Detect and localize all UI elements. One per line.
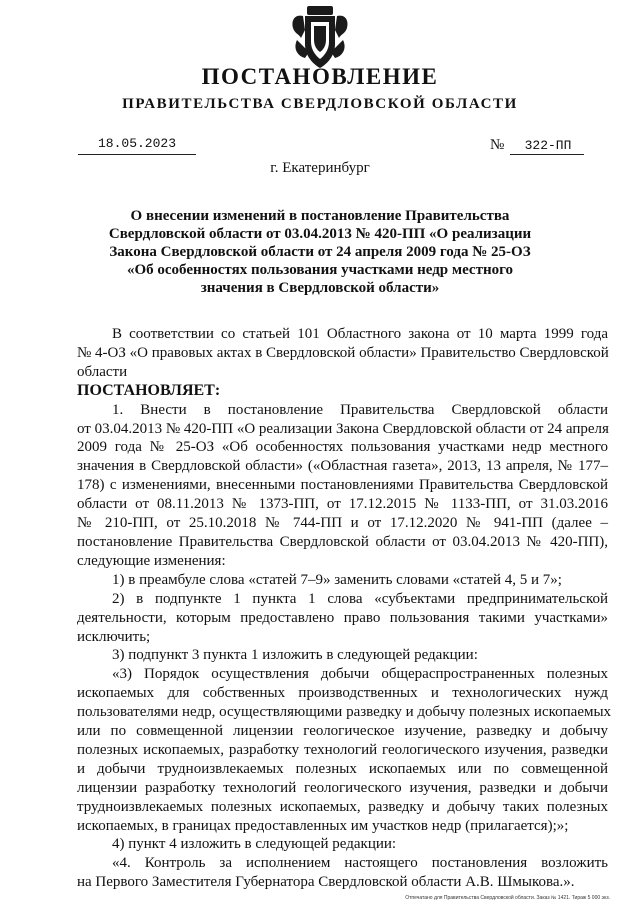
item1-line: постановление Правительства Свердловской области от 03.04.2013 № 420-ПП), — [77, 533, 608, 550]
preamble-line: области — [77, 363, 128, 380]
quote-3-line: полезных ископаемых, разработку технологий геологического изучения, разведки — [77, 741, 608, 758]
number-underline — [510, 154, 584, 155]
preamble-line: № 4-ОЗ «О правовых актах в Свердловской области» Правительство Свердловской — [77, 344, 609, 361]
item1-line: от 03.04.2013 № 420-ПП «О реализации Закона Свердловской области от 24 апреля — [77, 420, 609, 437]
date-underline — [78, 154, 196, 155]
document-city: г. Екатеринбург — [270, 160, 370, 176]
heading-line: Закона Свердловской области от 24 апреля 2009 года № 25-ОЗ — [109, 244, 531, 260]
subitem-4: 4) пункт 4 изложить в следующей редакции: — [112, 836, 397, 853]
print-footer: Отпечатано для Правительства Свердловской области. Заказ № 1421. Тираж 5 000 экз. — [405, 895, 610, 901]
document-heading — [100, 207, 540, 297]
subitem-3: 3) подпункт 3 пункта 1 изложить в следующей редакции: — [112, 647, 478, 664]
quote-3-line: трудноизвлекаемых полезных ископаемых, разведку и добычу таких полезных — [77, 798, 608, 815]
document-date: 18.05.2023 — [97, 136, 176, 151]
quote-3-line: и добычи трудноизвлекаемых полезных ископаемых или по совмещенной — [77, 760, 608, 777]
document-body — [77, 325, 612, 892]
document-number: 322-ПП — [524, 138, 572, 153]
item1-line: области от 08.11.2013 № 1373-ПП, от 17.12.2015 № 1133-ПП, от 31.03.2016 — [77, 496, 608, 513]
subitem-2-line: деятельности, которым предоставлено право пользования такими участками» — [77, 609, 608, 626]
item1-line: 1. Внести в постановление Правительства Свердловской области — [112, 401, 608, 418]
resolves-label: ПОСТАНОВЛЯЕТ: — [77, 381, 221, 399]
subitem-2-line: 2) в подпункте 1 пункта 1 слова «субъектами предпринимательской — [112, 590, 608, 607]
quote-3-line: «3) Порядок осуществления добычи общераспространенных полезных — [112, 666, 608, 683]
preamble-line: В соответствии со статьей 101 Областного закона от 10 марта 1999 года — [112, 326, 608, 342]
item1-line: 178) с изменениями, внесенными постановлениями Правительства Свердловской — [77, 477, 608, 494]
quote-3-line: лицензии разработку технологий геологического изучения, разведки и добычи — [77, 779, 608, 796]
subitem-2-line: исключить; — [77, 628, 151, 645]
item1-line: 2009 года № 25-ОЗ «Об особенностях пользования участками недр местного — [77, 439, 608, 456]
number-sign: № — [490, 137, 505, 153]
document-subtitle: ПРАВИТЕЛЬСТВА СВЕРДЛОВСКОЙ ОБЛАСТИ — [122, 96, 518, 112]
coat-of-arms-emblem — [289, 4, 351, 72]
item1-line: № 210-ПП, от 25.10.2018 № 744-ПП и от 17.12.2020 № 941-ПП (далее – — [77, 515, 608, 532]
item1-line: значения в Свердловской области» («Областная газета», 2013, 13 апреля, № 177– — [77, 458, 608, 475]
document-title: ПОСТАНОВЛЕНИЕ — [201, 64, 439, 89]
quote-3-line: ископаемых для собственных производственных и технологических нужд — [77, 685, 608, 702]
quote-4-line: «4. Контроль за исполнением настоящего постановления возложить — [112, 855, 608, 872]
quote-3-line: пользователями недр, осуществляющими разведку и добычу полезных ископаемых — [77, 704, 612, 721]
quote-4-line: на Первого Заместителя Губернатора Свердловской области А.В. Шмыкова.». — [77, 874, 575, 891]
subitem-1: 1) в преамбуле слова «статей 7–9» заменить словами «статей 4, 5 и 7»; — [112, 571, 562, 588]
heading-line: Свердловской области от 03.04.2013 № 420-ПП «О реализации — [108, 226, 532, 242]
heading-line: значения в Свердловской области» — [200, 280, 440, 296]
heading-line: «Об особенностях пользования участками недр местного — [126, 262, 514, 278]
heading-line: О внесении изменений в постановление Правительства — [130, 208, 510, 224]
quote-3-line: или по совмещенной лицензии геологическое изучение, разведку и добычу — [77, 723, 608, 740]
quote-3-line: ископаемых, в границах предоставленных им участков недр (прилагается);»; — [77, 817, 569, 834]
item1-line: следующие изменения: — [77, 552, 226, 569]
